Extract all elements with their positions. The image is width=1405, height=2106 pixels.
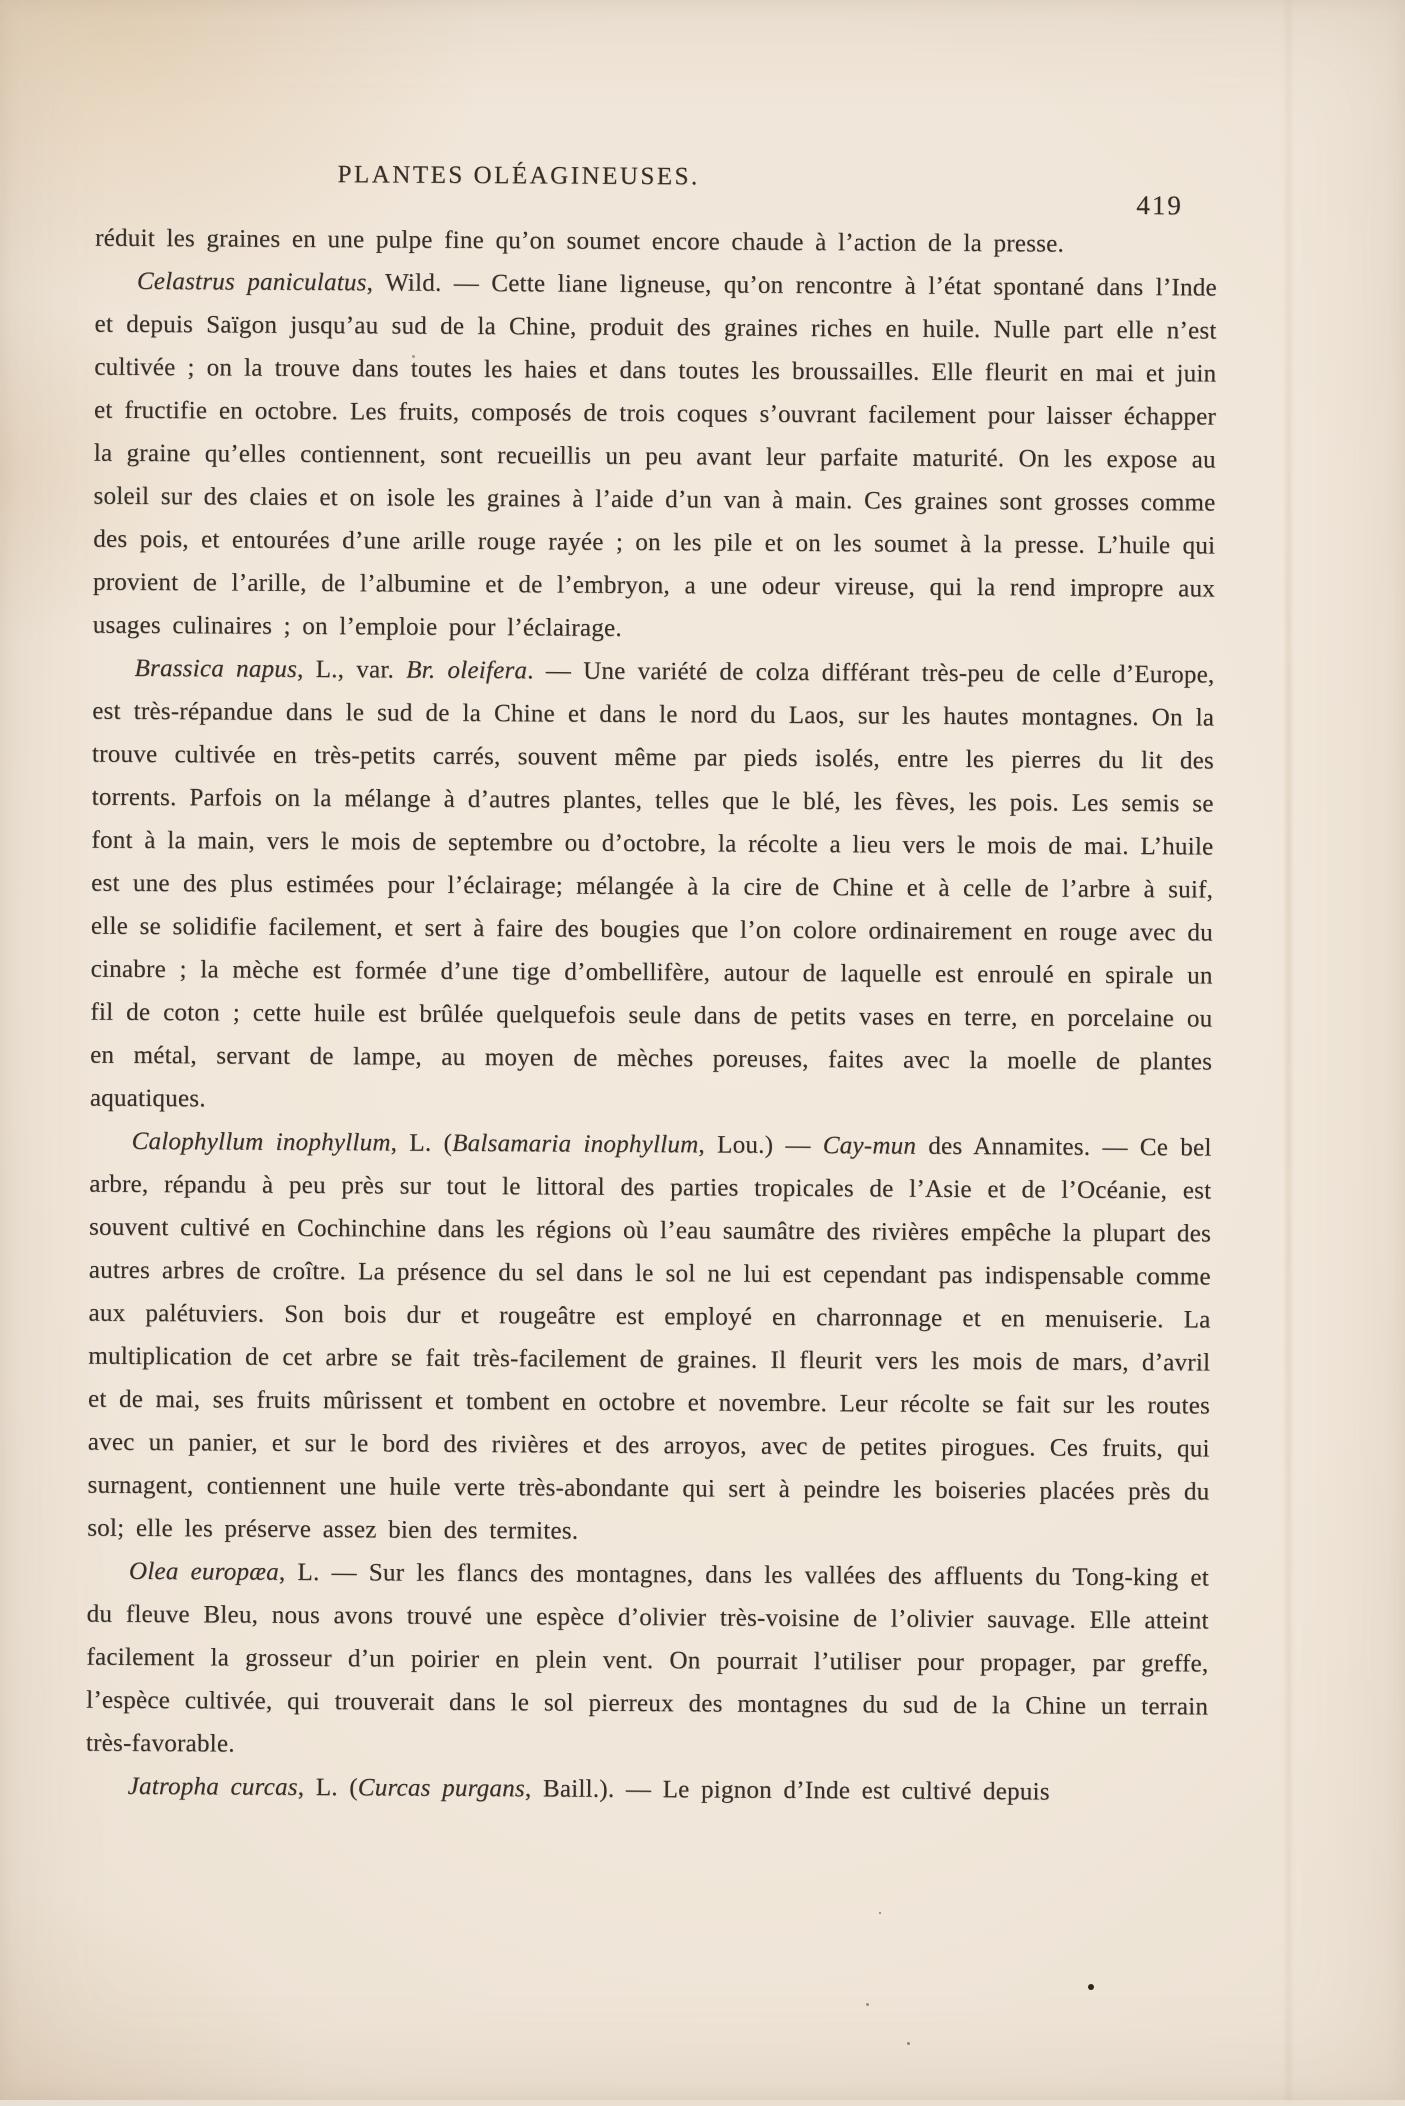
paper-speck [1088, 1984, 1094, 1990]
paragraph-jatropha-curcas: Jatropha curcas, L. (Curcas purgans, Baill.). — Le pignon d’Inde est cultivé depuis [127, 1772, 1050, 1806]
running-title: PLANTES OLÉAGINEUSES. [337, 161, 700, 191]
paragraph-brassica-napus: Brassica napus, L., var. Br. oleifera. — Une variété de colza différant très-peu de celle d’Europe, est très-répandue dans le sud de la Chine et dans le nord du Laos, sur les hautes montagnes. On la trouve cultivée en très-petits carrés, souvent même par pieds isolés, entre les pierres du lit des torrents. Parfois on la mélange à d’autres plantes, telles que le blé, les fèves, les pois. Les semis se font à la main, vers le mois de septembre ou d’octobre, la récolte a lieu vers le mois de mai. L’huile est une des plus estimées pour l’éclairage; mélangée à la cire de Chine et à celle de l’arbre à suif, elle se solidifie facilement, et sert à faire des bougies que l’on colore ordinairement en rouge avec du cinabre ; la mèche est formée d’une tige d’ombellifère, autour de laquelle est enroulé en spirale un fil de coton ; cette huile est brûlée quelquefois seule dans de petits vases en terre, en porcelaine ou en métal, servant de lampe, au moyen de mèches poreuses, faites avec la moelle de plantes aquatiques. [89, 654, 1215, 1113]
paper-speck [907, 2042, 910, 2045]
paragraph-presse-continuation: réduit les graines en une pulpe fine qu’on soumet encore chaude à l’action de la presse. [95, 224, 1065, 258]
paper-speck [412, 355, 415, 358]
paragraph-celastrus-paniculatus: Celastrus paniculatus, Wild. — Cette liane ligneuse, qu’on rencontre à l’état spontané dans l’Inde et depuis Saïgon jusqu’au sud de la Chine, produit des graines riches en huile. Nulle part elle n’est cultivée ; on la trouve dans toutes les haies et dans toutes les broussailles. Elle fleurit en mai et juin et fructifie en octobre. Les fruits, composés de trois coques s’ouvrant facilement pour laisser échapper la graine qu’elles contiennent, sont recueillis un peu avant leur parfaite maturité. On les expose au soleil sur des claies et on isole les graines à l’aide d’un van à main. Ces graines sont grosses comme des pois, et entourées d’une arille rouge rayée ; on les pile et on les soumet à la presse. L’huile qui provient de l’arille, de l’albumine et de l’embryon, a une odeur vireuse, qui la rend impropre aux usages culinaires ; on l’emploie pour l’éclairage. [92, 267, 1217, 642]
paragraph-calophyllum-inophyllum: Calophyllum inophyllum, L. (Balsamaria inophyllum, Lou.) — Cay-mun des Annamites. — Ce bel arbre, répandu à peu près sur tout le littoral des parties tropicales de l’Asie et de l’Océanie, est souvent cultivé en Cochinchine dans les régions où l’eau saumâtre des rivières empêche la plupart des autres arbres de croître. La présence du sel dans le sol ne lui est cependant pas indispensable comme aux palétuviers. Son bois dur et rougeâtre est employé en charronnage et en menuiserie. La multiplication de cet arbre se fait très-facilement de graines. Il fleurit vers les mois de mars, d’avril et de mai, ses fruits mûrissent et tombent en octobre et novembre. Leur récolte se fait sur les routes avec un panier, et sur le bord des rivières et des arroyos, avec de petites pirogues. Ces fruits, qui surnagent, contiennent une huile verte très-abondante qui sert à peindre les boiseries placées près du sol; elle les préserve assez bien des termites. [87, 1127, 1212, 1545]
page-number: 419 [1136, 190, 1183, 221]
text-block [86, 217, 1218, 1815]
paper-speck [866, 2003, 869, 2006]
paper-speck [879, 1912, 881, 1914]
paragraph-olea-europaea: Olea europæa, L. — Sur les flancs des montagnes, dans les vallées des affluents du Tong-king et du fleuve Bleu, nous avons trouvé une espèce d’olivier très-voisine de l’olivier sauvage. Elle atteint facilement la grosseur d’un poirier en plein vent. On pourrait l’utiliser pour propager, par greffe, l’espèce cultivée, qui trouverait dans le sol pierreux des montagnes du sud de la Chine un terrain très-favorable. [85, 1557, 1210, 1758]
